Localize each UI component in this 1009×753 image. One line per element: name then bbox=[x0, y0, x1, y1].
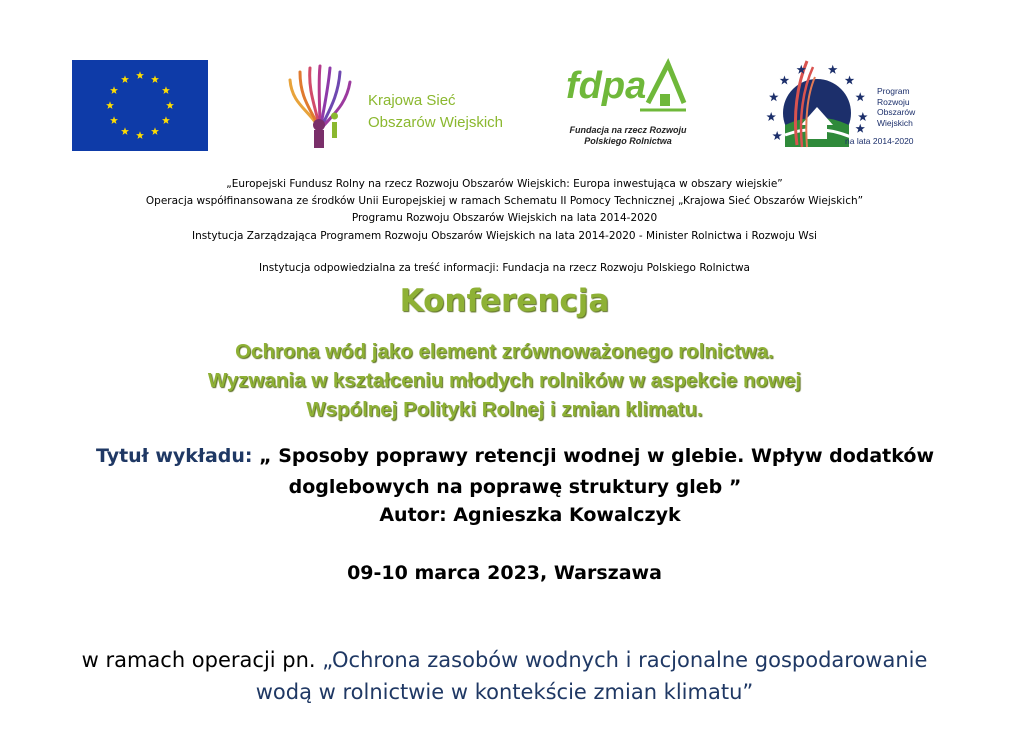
ksow-name bbox=[368, 90, 503, 134]
conference-title: Konferencja bbox=[399, 283, 610, 319]
ksow-tree-icon bbox=[280, 60, 370, 155]
lecture-author: Autor: Agnieszka Kowalczyk bbox=[379, 504, 681, 526]
prow-line-3: Obszarów bbox=[877, 107, 916, 117]
eu-star-icon bbox=[151, 127, 159, 135]
prow-line-1: Program bbox=[877, 86, 910, 96]
operation-name-part1: „Ochrona zasobów wodnych i racjonalne gospodarowanie bbox=[322, 648, 928, 672]
eu-star-icon bbox=[121, 127, 129, 135]
prow-star-icon bbox=[858, 112, 868, 121]
conference-subtitle-line: Wyzwania w kształceniu młodych rolników w aspekcie nowej bbox=[207, 369, 802, 392]
operation-name-part2: wodą w rolnictwie w kontekście zmian klimatu” bbox=[255, 680, 754, 704]
operation-lead: w ramach operacji pn. bbox=[81, 648, 323, 672]
prow-star-icon bbox=[845, 75, 855, 84]
prow-star-icon bbox=[772, 131, 782, 140]
conference-subtitle-line: Ochrona wód jako element zrównoważonego rolnictwa. bbox=[235, 340, 774, 363]
ksow-name-line2: Obszarów Wiejskich bbox=[368, 114, 504, 131]
prow-line-2: Rozwoju bbox=[877, 96, 910, 107]
eu-star-icon bbox=[121, 75, 129, 83]
eu-star-icon bbox=[110, 86, 118, 94]
lecture-title-part2: doglebowych na poprawę struktury gleb ” bbox=[288, 476, 742, 498]
funding-info-line: „Europejski Fundusz Rolny na rzecz Rozwoju Obszarów Wiejskich: Europa inwestująca w obszary wiejskie” bbox=[226, 178, 783, 190]
prow-line-4: Wiejskich bbox=[877, 117, 913, 128]
funding-info-line: Programu Rozwoju Obszarów Wiejskich na lata 2014-2020 bbox=[351, 212, 658, 225]
fdpa-caption-line2: Polskiego Rolnictwa bbox=[584, 136, 672, 146]
eu-star-icon bbox=[136, 131, 144, 139]
prow-star-icon bbox=[766, 112, 776, 121]
eu-star-icon bbox=[151, 75, 159, 83]
funding-info-line: Instytucja Zarządzająca Programem Rozwoju Obszarów Wiejskich na lata 2014-2020 - Minister Rolnictwa i Rozwoju Wsi bbox=[192, 229, 817, 242]
eu-stars bbox=[72, 60, 208, 151]
fdpa-wordmark-graphic bbox=[560, 58, 690, 128]
eu-star-icon bbox=[110, 116, 118, 124]
eu-star-icon bbox=[162, 86, 170, 94]
fdpa-caption-line1: Fundacja na rzecz Rozwoju bbox=[569, 125, 687, 135]
conference-subtitle-line: Wspólnej Polityki Rolnej i zmian klimatu. bbox=[306, 398, 703, 421]
lecture-title-part1: „ Sposoby poprawy retencji wodnej w glebie. Wpływ dodatków bbox=[252, 445, 934, 467]
fdpa-wordmark: fdpa bbox=[566, 65, 647, 107]
funding-info-line: Operacja współfinansowana ze środków Unii Europejskiej w ramach Schematu II Pomocy Technicznej „Krajowa Sieć Obszarów Wiejskich” bbox=[145, 195, 864, 208]
funding-info bbox=[0, 176, 1009, 245]
lecture-title bbox=[60, 441, 970, 503]
prow-star-icon bbox=[828, 65, 838, 74]
lecture-label: Tytuł wykładu: bbox=[95, 445, 253, 467]
eu-star-icon bbox=[166, 101, 174, 109]
fdpa-caption bbox=[548, 125, 708, 147]
ksow-name-line1: Krajowa Sieć bbox=[368, 92, 456, 109]
eu-flag-logo bbox=[72, 60, 208, 151]
eu-star-icon bbox=[162, 116, 170, 124]
operation-info bbox=[0, 644, 1009, 708]
conference-subtitle bbox=[0, 337, 1009, 424]
prow-name bbox=[877, 86, 915, 128]
event-date-place: 09-10 marca 2023, Warszawa bbox=[347, 562, 662, 584]
prow-star-icon bbox=[780, 75, 790, 84]
prow-star-icon bbox=[855, 92, 865, 101]
responsible-institution: Instytucja odpowiedzialna za treść informacji: Fundacja na rzecz Rozwoju Polskiego Rolnictwa bbox=[259, 262, 750, 274]
prow-star-icon bbox=[855, 124, 865, 133]
prow-years: na lata 2014-2020 bbox=[845, 136, 914, 146]
eu-star-icon bbox=[106, 101, 114, 109]
eu-star-icon bbox=[136, 71, 144, 79]
prow-star-icon bbox=[769, 92, 779, 101]
